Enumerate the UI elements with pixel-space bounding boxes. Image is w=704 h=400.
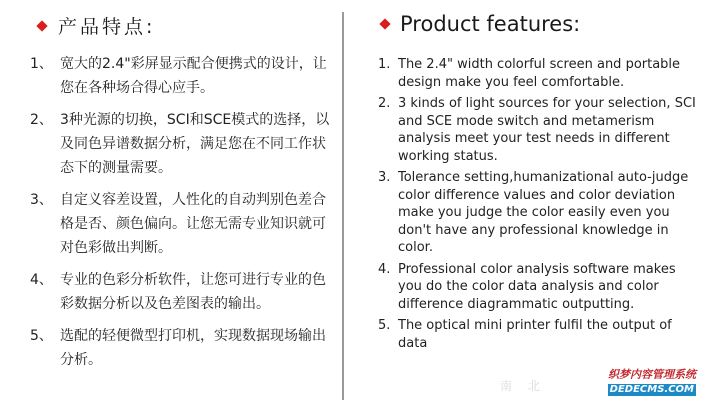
item-number: 2、 [30,112,53,128]
watermark-line-2: DEDECMS.COM [609,384,694,395]
item-text: 3种光源的切换，SCI和SCE模式的选择，以及同色异谱数据分析，满足您在不同工作状态下的测量需要。 [60,112,330,176]
english-feature-list [378,56,696,356]
chinese-feature-item [30,324,330,372]
item-text: Tolerance setting,humanizational auto-judge color difference values and color deviation make you judge the color easily even you don't have any professional knowledge in color. [398,170,689,255]
chinese-feature-item [30,52,330,100]
item-number: 1. [378,57,391,72]
item-text: The 2.4" width colorful screen and portable design make you feel comfortable. [398,57,681,90]
english-feature-item [378,261,696,314]
english-feature-item [378,317,696,352]
watermark-line-1: 织梦内容管理系统 [608,368,696,381]
english-feature-item [378,56,696,91]
item-number: 3. [378,170,391,185]
chinese-feature-list [30,52,330,380]
chinese-heading [30,12,155,39]
item-text: Professional color analysis software makes you do the color data analysis and color difference diagrammatic outputting. [398,261,676,312]
english-feature-item [378,169,696,257]
english-heading [378,12,580,36]
english-heading-text: Product features: [400,12,581,36]
column-divider [342,12,344,400]
item-number: 4、 [30,272,53,288]
item-text: 宽大的2.4"彩屏显示配合便携式的设计，让您在各种场合得心应手。 [60,56,327,96]
red-diamond-bullet-icon [379,18,390,29]
item-text: The optical mini printer fulfil the output of data [398,318,672,351]
item-text: 选配的轻便微型打印机，实现数据现场输出分析。 [60,328,326,368]
english-feature-item [378,95,696,165]
site-watermark [608,369,696,396]
chinese-feature-item [30,268,330,316]
item-number: 5、 [30,328,53,344]
chinese-feature-item [30,188,330,260]
red-diamond-bullet-icon [36,20,47,31]
item-text: 3 kinds of light sources for your selection, SCI and SCE mode switch and metamerism analysis meet your test needs in different working status. [398,96,696,164]
item-text: 自定义容差设置，人性化的自动判别色差合格是否、颜色偏向。让您无需专业知识就可对色彩做出判断。 [60,192,326,256]
chinese-feature-item [30,108,330,180]
item-number: 3、 [30,192,53,208]
item-number: 2. [378,96,391,111]
item-number: 4. [378,261,391,277]
chinese-heading-text: 产品特点: [58,16,156,38]
item-number: 1、 [30,56,53,72]
item-text: 专业的色彩分析软件，让您可进行专业的色彩数据分析以及色差图表的输出。 [60,272,326,312]
item-number: 5. [378,318,391,333]
faint-watermark-text: 南 北 [500,379,546,393]
